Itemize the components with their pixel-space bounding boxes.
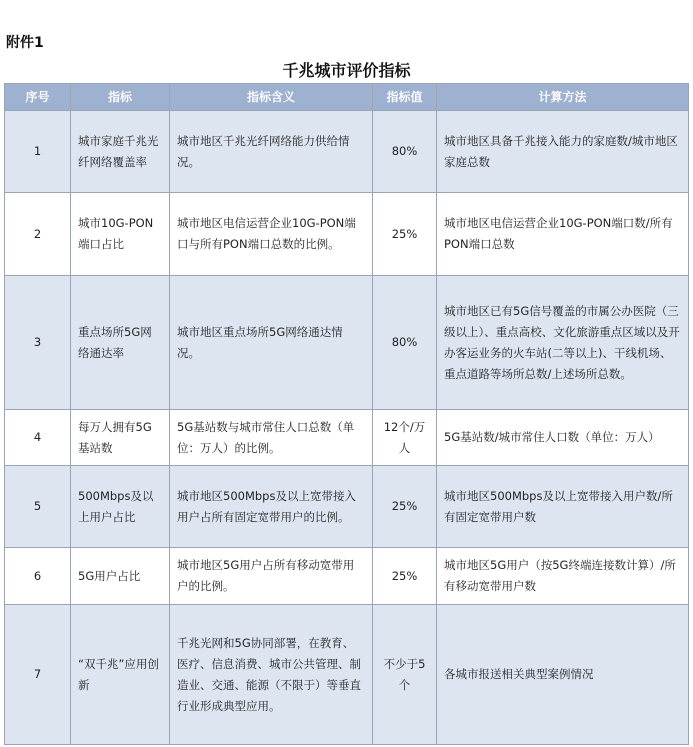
row-seq: 3 xyxy=(5,276,71,410)
row-indicator: 5G用户占比 xyxy=(71,548,170,605)
header-seq: 序号 xyxy=(5,84,71,111)
row-method: 城市地区已有5G信号覆盖的市属公办医院（三级以上）、重点高校、文化旅游重点区域以及开办客运业务的火车站(二等以上)、干线机场、重点道路等场所总数/上述场所总数。 xyxy=(437,276,689,410)
table-row xyxy=(5,466,689,548)
row-seq: 2 xyxy=(5,193,71,276)
row-meaning: 城市地区5G用户占所有移动宽带用户的比例。 xyxy=(170,548,373,605)
row-meaning: 城市地区重点场所5G网络通达情况。 xyxy=(170,276,373,410)
row-indicator: 城市家庭千兆光纤网络覆盖率 xyxy=(71,111,170,193)
row-method: 各城市报送相关典型案例情况 xyxy=(437,605,689,745)
row-seq: 1 xyxy=(5,111,71,193)
row-meaning: 城市地区500Mbps及以上宽带接入用户占所有固定宽带用户的比例。 xyxy=(170,466,373,548)
row-method: 城市地区5G用户（按5G终端连接数计算）/所有移动宽带用户数 xyxy=(437,548,689,605)
row-method: 城市地区电信运营企业10G-PON端口数/所有PON端口总数 xyxy=(437,193,689,276)
row-seq: 5 xyxy=(5,466,71,548)
table-header-row xyxy=(5,84,689,111)
row-method: 城市地区具备千兆接入能力的家庭数/城市地区家庭总数 xyxy=(437,111,689,193)
header-meaning: 指标含义 xyxy=(170,84,373,111)
row-indicator: 500Mbps及以上用户占比 xyxy=(71,466,170,548)
row-target: 80% xyxy=(373,276,437,410)
row-target: 25% xyxy=(373,466,437,548)
attachment-label: 附件1 xyxy=(6,35,44,51)
row-target: 25% xyxy=(373,193,437,276)
row-meaning: 5G基站数与城市常住人口总数（单位：万人）的比例。 xyxy=(170,410,373,466)
table-row xyxy=(5,193,689,276)
header-indicator: 指标 xyxy=(71,84,170,111)
header-method: 计算方法 xyxy=(437,84,689,111)
row-seq: 7 xyxy=(5,605,71,745)
table-row xyxy=(5,605,689,745)
row-indicator: 城市10G-PON端口占比 xyxy=(71,193,170,276)
table-row xyxy=(5,410,689,466)
row-seq: 4 xyxy=(5,410,71,466)
header-target: 指标值 xyxy=(373,84,437,111)
indicator-table xyxy=(4,83,689,745)
row-indicator: 重点场所5G网络通达率 xyxy=(71,276,170,410)
table-row xyxy=(5,111,689,193)
row-indicator: “双千兆”应用创新 xyxy=(71,605,170,745)
table-row xyxy=(5,276,689,410)
row-method: 5G基站数/城市常住人口数（单位：万人） xyxy=(437,410,689,466)
row-meaning: 城市地区电信运营企业10G-PON端口与所有PON端口总数的比例。 xyxy=(170,193,373,276)
row-meaning: 城市地区千兆光纤网络能力供给情况。 xyxy=(170,111,373,193)
row-target: 12个/万人 xyxy=(373,410,437,466)
row-method: 城市地区500Mbps及以上宽带接入用户数/所有固定宽带用户数 xyxy=(437,466,689,548)
row-meaning: 千兆光网和5G协同部署，在教育、医疗、信息消费、城市公共管理、制造业、交通、能源（不限于）等垂直行业形成典型应用。 xyxy=(170,605,373,745)
row-target: 80% xyxy=(373,111,437,193)
table-row xyxy=(5,548,689,605)
row-indicator: 每万人拥有5G基站数 xyxy=(71,410,170,466)
row-target: 不少于5个 xyxy=(373,605,437,745)
page-title: 千兆城市评价指标 xyxy=(282,61,411,80)
row-target: 25% xyxy=(373,548,437,605)
row-seq: 6 xyxy=(5,548,71,605)
